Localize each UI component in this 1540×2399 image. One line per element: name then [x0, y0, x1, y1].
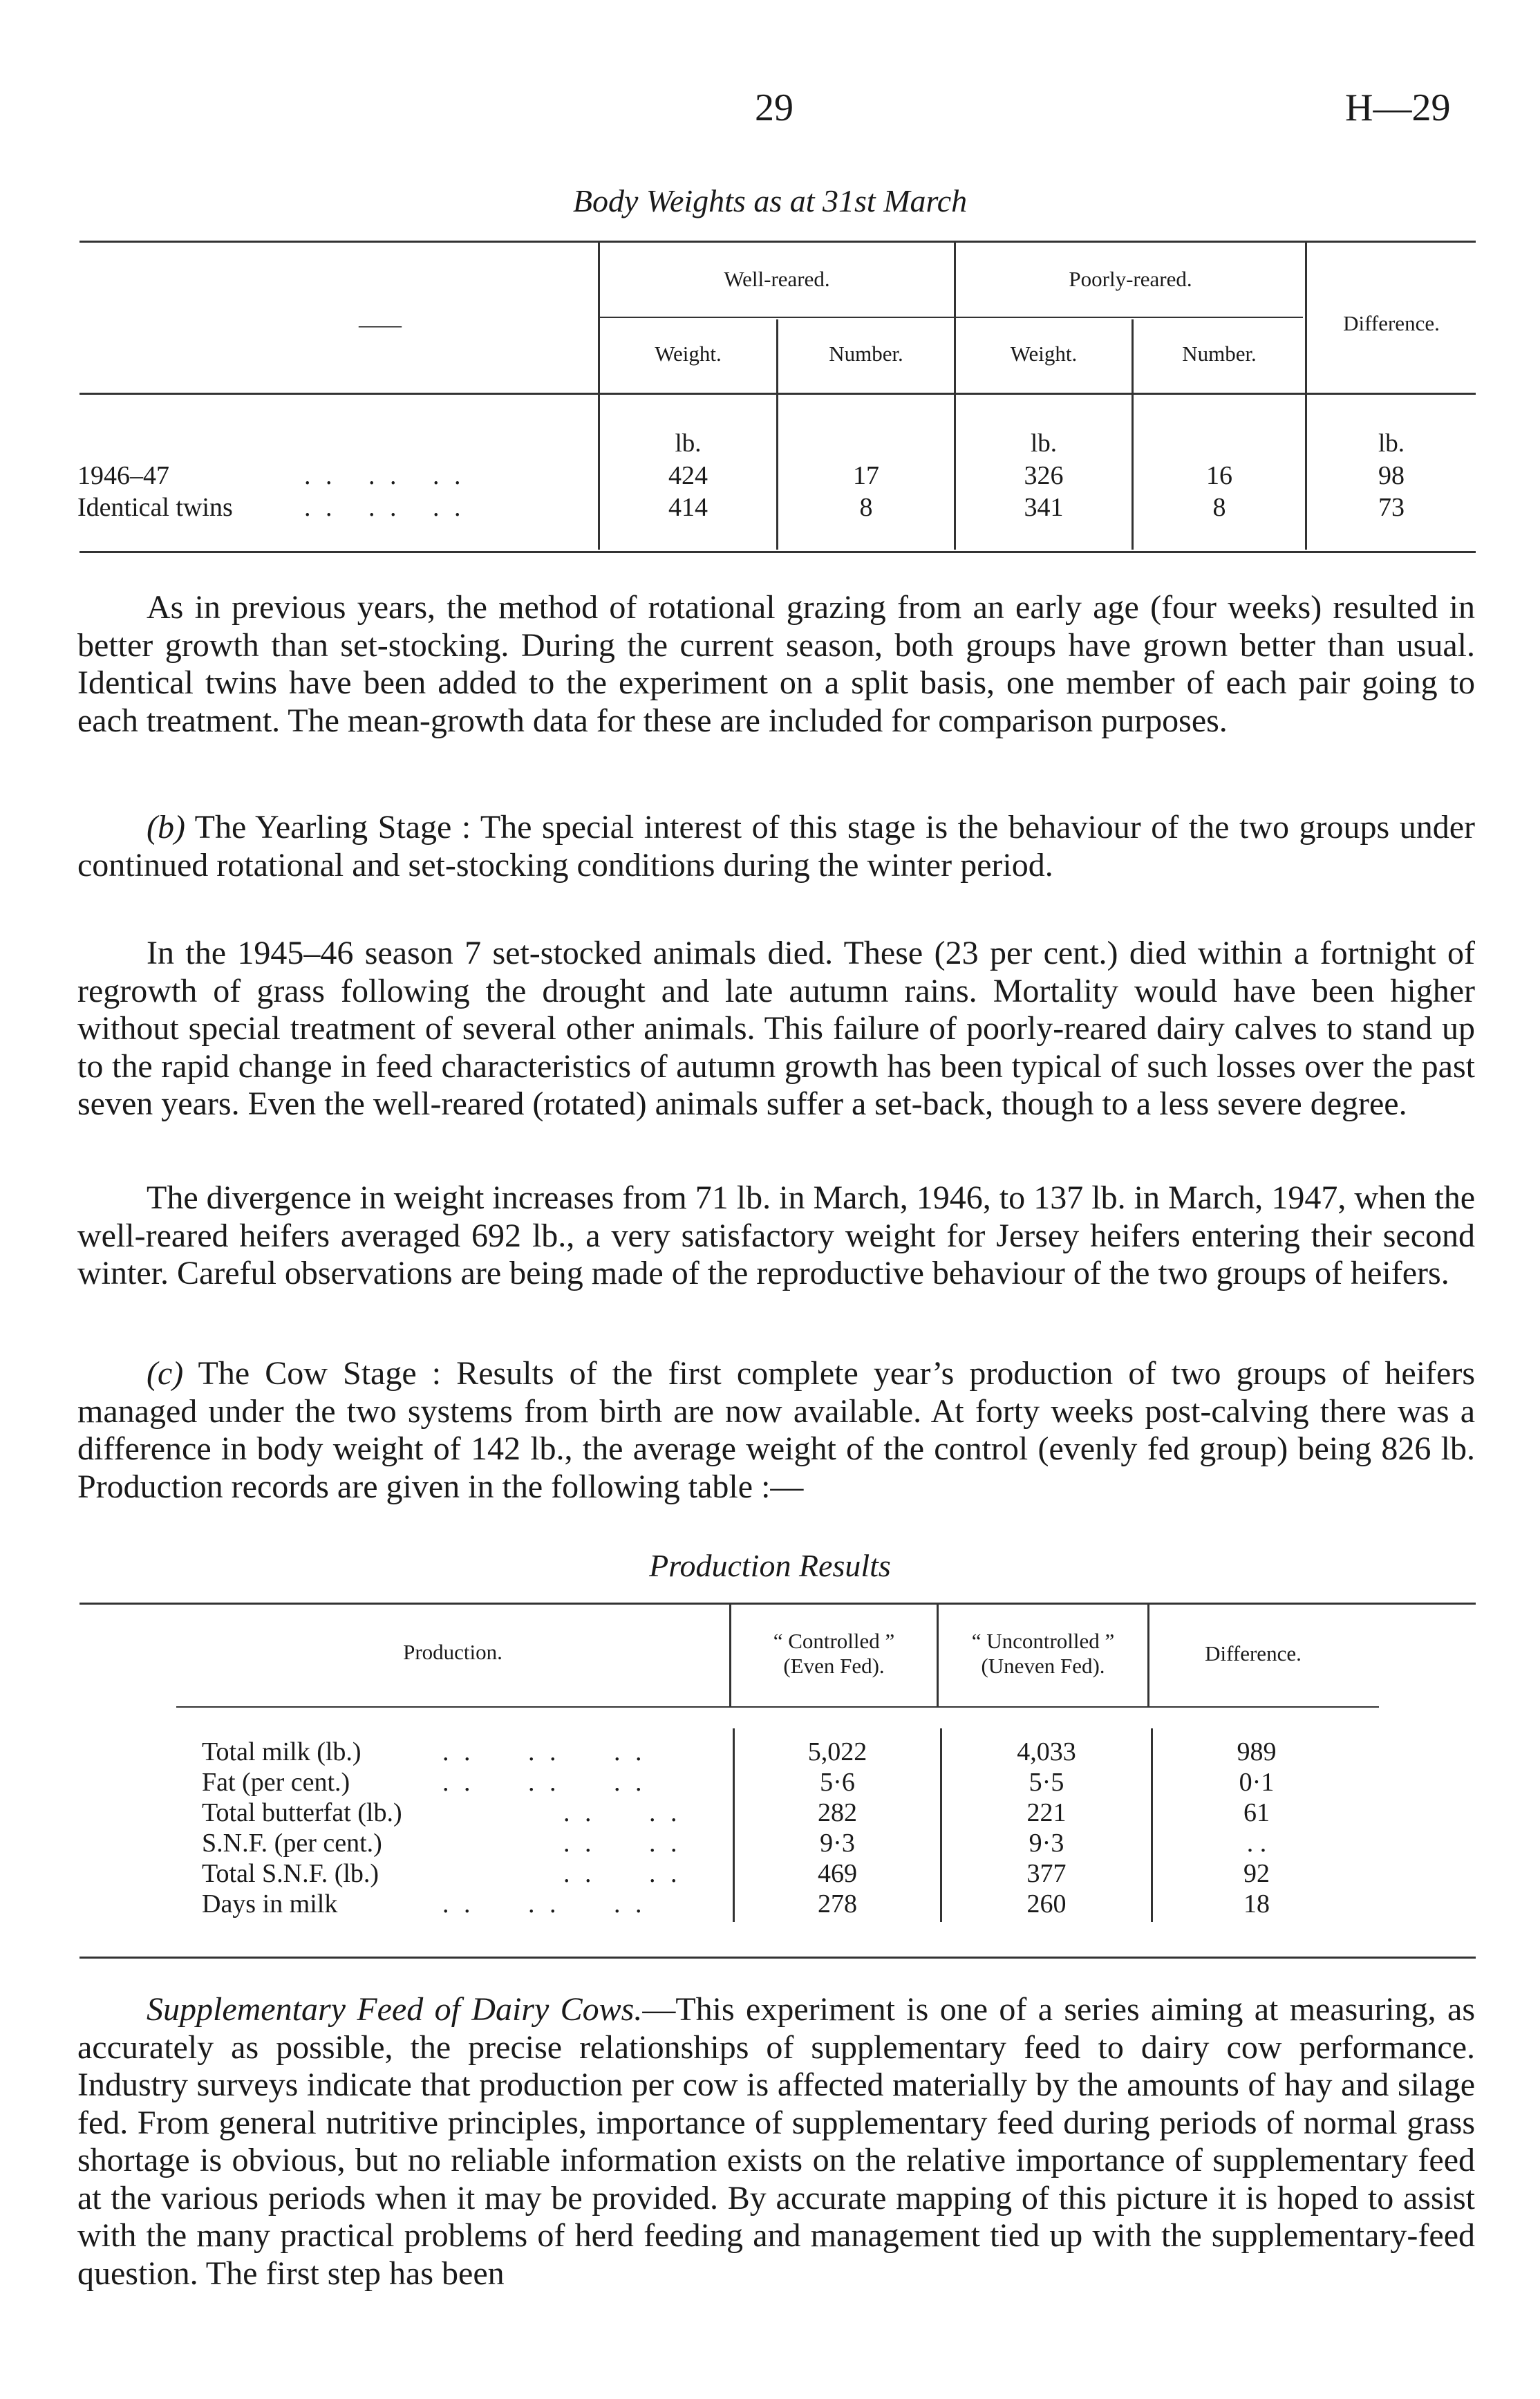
unit-difference: lb. — [1378, 429, 1405, 458]
row-label: S.N.F. (per cent.) — [202, 1829, 382, 1858]
row-leader: . . . . . . — [442, 1889, 646, 1919]
production-caption: Production Results — [649, 1548, 891, 1583]
row-label: Total butterfat (lb.) — [202, 1798, 402, 1827]
row-leader: . . . . — [563, 1859, 682, 1888]
row-leader: . . . . . . — [304, 493, 465, 522]
controlled-value: 5·6 — [820, 1768, 855, 1797]
row-leader: . . . . . . — [442, 1737, 646, 1766]
uncontrolled-value: 377 — [1026, 1859, 1067, 1888]
col-header-controlled-sub: (Even Fed). — [783, 1654, 885, 1678]
group-header-poorly-reared: Poorly-reared. — [1069, 267, 1192, 291]
row-leader: . . . . . . — [304, 461, 465, 490]
difference-value: 0·1 — [1239, 1768, 1275, 1797]
difference-value: 18 — [1243, 1889, 1270, 1919]
paragraph-cow-stage: (c) The Cow Stage : Results of the first complete year’s production of two groups of heifers managed under the two systems from birth are now available. At forty weeks post-calving there was a difference in body weight of 142 lb., the average weight of the control (evenly fed group) being 826 lb. Production records are given in the following table :— — [77, 1355, 1475, 1505]
difference: 73 — [1378, 493, 1405, 522]
controlled-value: 278 — [818, 1889, 857, 1919]
row-leader: . . . . — [563, 1829, 682, 1858]
row-leader: . . . . . . — [442, 1768, 646, 1797]
uncontrolled-value: 260 — [1026, 1889, 1067, 1919]
controlled-value: 469 — [818, 1859, 857, 1888]
uncontrolled-value: 4,033 — [1017, 1737, 1076, 1766]
poor-number: 16 — [1206, 461, 1232, 490]
col-header-well-weight: Weight. — [655, 342, 722, 366]
paragraph-weight-divergence: The divergence in weight increases from 71 lb. in March, 1946, to 137 lb. in March, 1947, when the well-reared heifers averaged 692 lb., a very satisfactory weight for Jersey heifers entering their second winter. Careful observations are being made of the reproductive behaviour of the two groups of heifers. — [77, 1179, 1475, 1291]
poor-number: 8 — [1212, 493, 1226, 522]
paragraph-mortality: In the 1945–46 season 7 set-stocked animals died. These (23 per cent.) died within a fortnight of regrowth of grass following the drought and late autumn rains. Mortality would have been higher without special treatment of several other animals. This failure of poorly-reared dairy calves to stand up to the rapid change in feed characteristics of autumn growth has been typical of such losses over the past seven years. Even the well-reared (rotated) animals suffer a set-back, though to a less severe degree. — [77, 935, 1475, 1122]
poor-weight: 326 — [1024, 461, 1064, 490]
controlled-value: 9·3 — [820, 1829, 855, 1858]
uncontrolled-value: 221 — [1026, 1798, 1067, 1827]
row-label: Total milk (lb.) — [202, 1737, 361, 1766]
well-number: 8 — [859, 493, 873, 522]
uncontrolled-value: 5·5 — [1029, 1768, 1064, 1797]
controlled-value: 282 — [818, 1798, 857, 1827]
difference: 98 — [1378, 461, 1405, 490]
section-label: (c) — [147, 1355, 184, 1392]
page-number: 29 — [755, 86, 794, 129]
col-header-uncontrolled-sub: (Uneven Fed). — [981, 1654, 1105, 1678]
well-weight: 424 — [668, 461, 708, 490]
paragraph-supplementary-feed: Supplementary Feed of Dairy Cows.—This experiment is one of a series aiming at measuring, as accurately as possible, the precise relationships of supplementary feed to dairy cow performance. Industry surveys indicate that production per cow is affected materially by the amounts of hay and silage fed. From general nutritive principles, importance of supplementary feed during periods of normal grass shortage is obvious, but no reliable information exists on the relative importance of supplementary feed at the various periods when it may be provided. By accurate mapping of this picture it is hoped to assist with the many practical problems of herd feeding and management tied up with the supplementary-feed question. The first step has been — [77, 1991, 1475, 2292]
difference-value: 92 — [1243, 1859, 1270, 1888]
difference-value: 61 — [1243, 1798, 1270, 1827]
uncontrolled-value: 9·3 — [1029, 1829, 1064, 1858]
difference-value: 989 — [1237, 1737, 1277, 1766]
poor-weight: 341 — [1024, 493, 1064, 522]
group-header-well-reared: Well-reared. — [724, 267, 830, 291]
stub-header: —— — [359, 312, 402, 337]
row-label: Identical twins — [77, 493, 233, 522]
col-header-well-number: Number. — [829, 342, 903, 366]
well-number: 17 — [853, 461, 879, 490]
section-title: Supplementary Feed of Dairy Cows. — [147, 1991, 643, 2028]
controlled-value: 5,022 — [807, 1737, 867, 1766]
col-header-poor-number: Number. — [1182, 342, 1257, 366]
col-header-difference: Difference. — [1343, 311, 1440, 335]
col-header-production: Production. — [403, 1640, 503, 1664]
difference-value: . . — [1246, 1829, 1267, 1858]
col-header-difference: Difference. — [1205, 1641, 1302, 1665]
paragraph-rotational-grazing: As in previous years, the method of rotational grazing from an early age (four weeks) resulted in better growth than set-stocking. During the current season, both groups have grown better than usual. Identical twins have been added to the experiment on a split basis, one member of each pair going to each treatment. The mean-growth data for these are included for comparison purposes. — [77, 589, 1475, 739]
col-header-poor-weight: Weight. — [1010, 342, 1078, 366]
unit-poor-weight: lb. — [1030, 429, 1058, 458]
row-label: Days in milk — [202, 1889, 338, 1919]
unit-well-weight: lb. — [675, 429, 702, 458]
paragraph-yearling-stage: (b) The Yearling Stage : The special interest of this stage is the behaviour of the two groups under continued rotational and set-stocking conditions during the winter period. — [77, 809, 1476, 884]
document-reference: H—29 — [1345, 86, 1451, 129]
col-header-controlled: “ Controlled ” — [773, 1629, 895, 1653]
row-leader: . . . . — [563, 1798, 682, 1827]
row-label: Total S.N.F. (lb.) — [202, 1859, 379, 1888]
row-label: Fat (per cent.) — [202, 1768, 350, 1797]
body-weights-caption: Body Weights as at 31st March — [572, 183, 968, 218]
section-label: (b) — [147, 809, 185, 846]
well-weight: 414 — [668, 493, 708, 522]
col-header-uncontrolled: “ Uncontrolled ” — [971, 1629, 1115, 1653]
row-label: 1946–47 — [77, 461, 169, 490]
